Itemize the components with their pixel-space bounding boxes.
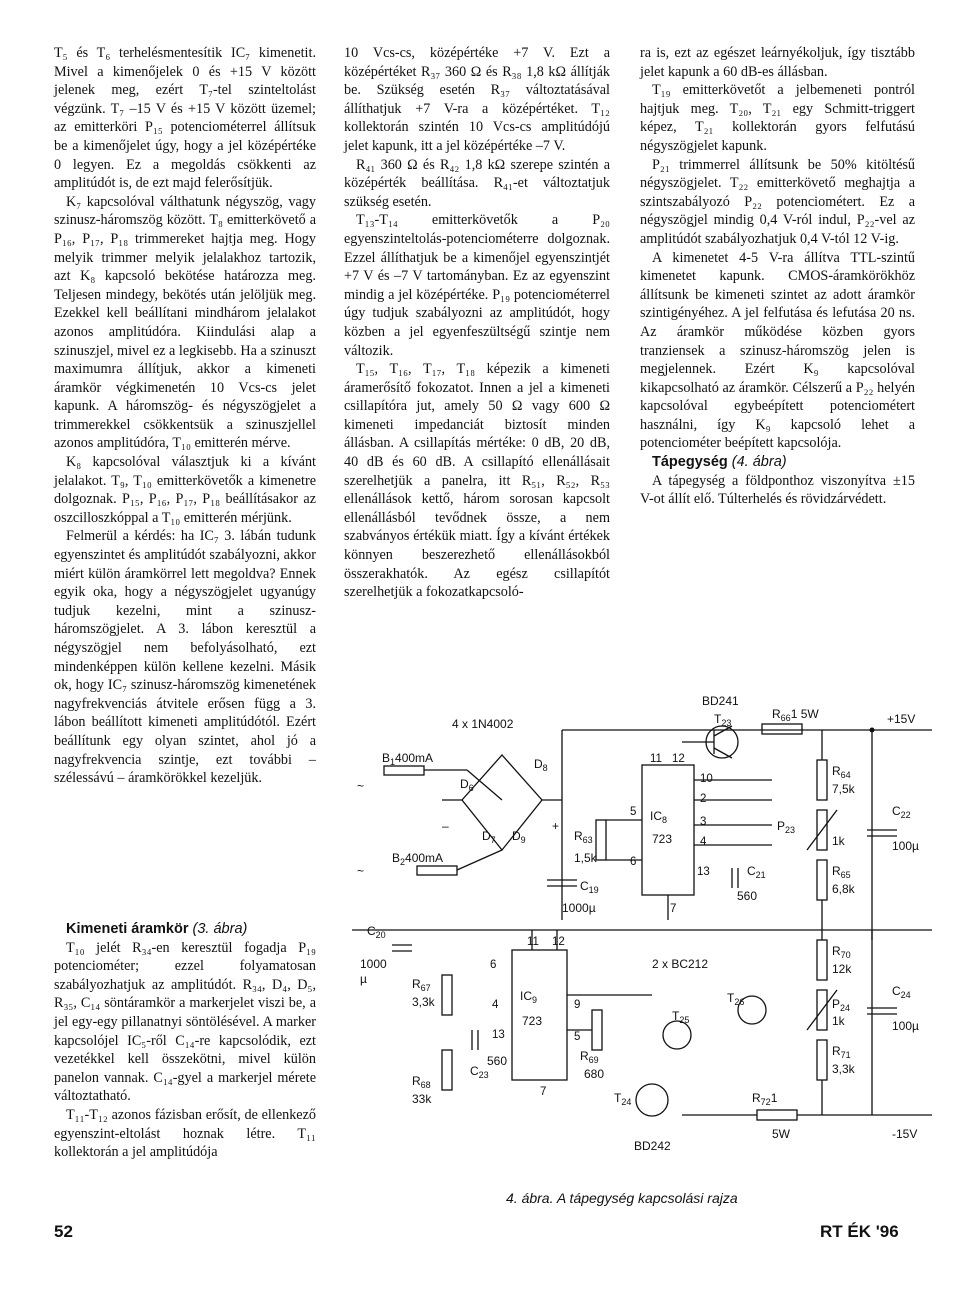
resistor-r64 xyxy=(817,760,827,800)
paragraph: T₁₉ emitterkövetőt a jelbemeneti pontról hajtjuk meg. T₂₀, T₂₁ egy Schmitt-triggert képez, T₂₁ kollektorán gyors felfutású négyszögjelet kapunk. xyxy=(640,82,915,154)
heading-figure-ref: (3. ábra) xyxy=(192,921,248,937)
text-column-3 xyxy=(640,44,915,509)
label-r68-value: 33k xyxy=(412,1092,432,1106)
label-d8: $D_8$ xyxy=(534,757,548,773)
text-column-1 xyxy=(54,44,316,788)
label-t25: $T_{25}$ xyxy=(672,1009,690,1025)
ic8-723 xyxy=(642,765,694,895)
resistor-r67 xyxy=(442,975,452,1015)
paragraph: R₄₁ 360 Ω és R₄₂ 1,8 kΩ szerepe szintén a középérték beállítása. R₄₁-et változtatjuk szükség esetén. xyxy=(344,156,610,210)
paragraph: T₅ és T₆ terhelésmentesítik IC₇ kimenetit. Mivel a kimenőjelek 0 és +15 V között jelenek meg, ezért T₇-tel szinteltolást végzünk. T₇ –15 V és +15 V között üzemel; az emitterköri P₁₅ potenciométerrel állítsuk be a kimenőjelet úgy, hogy a jel középértéke 0 legyen. Ez a megoldás csökkenti az amplitúdót is, de ezt majd felerősítjük. xyxy=(54,45,316,192)
label-p24-value: 1k xyxy=(832,1014,845,1028)
page-number: 52 xyxy=(54,1222,73,1241)
label-r69: $R_{69}$ xyxy=(580,1049,599,1065)
paragraph: K₈ kapcsolóval választjuk ki a kívánt jelalakot. T₉, T₁₀ emitterkövetők a kimenetre dolgoznak. P₁₅, P₁₆, P₁₇, P₁₈ beállításakor az oszcilloszkóppal a T₁₀ emitterén mérjünk. xyxy=(54,454,316,526)
pin-label: 10 xyxy=(700,773,713,785)
transistor-t24-symbol xyxy=(636,1084,668,1116)
label-c20-unit: µ xyxy=(360,972,367,986)
label-d9: $D_9$ xyxy=(512,829,526,845)
label-plus15v: +15V xyxy=(887,712,916,726)
pin-label: 13 xyxy=(697,866,710,878)
pin-label: 6 xyxy=(630,856,637,868)
label-t24: $T_{24}$ xyxy=(614,1091,632,1107)
label-ic8-type: 723 xyxy=(652,832,673,846)
resistor-r71 xyxy=(817,1040,827,1080)
heading-text: Tápegység xyxy=(652,454,728,471)
paragraph: T₁₅, T₁₆, T₁₇, T₁₈ képezik a kimeneti áramerősítő fokozatot. Innen a jel a kimeneti csillapítóra jut, amely 50 Ω vagy 600 Ω kimeneti impedanciát biztosít minden állásban. A csillapítás mértéke: 0 dB, 20 dB, 40 dB és 60 dB. A csillapító ellenállásait szerelhetjük a panelra, itt R₅₁, R₅₂, R₅₃ ellenállások kettő, három sorosan kapcsolt ellenállásból tevődnek össze, a nem szabványos értékük miatt. Így a kívánt értékek könnyen beszerezhető ellenállásokból összerakhatók. Az egész csillapítót szerelhetjük a fokozatkapcsoló- xyxy=(344,361,610,601)
label-r65-value: 6,8k xyxy=(832,882,855,896)
power-supply-schematic xyxy=(352,690,932,1180)
heading-text: Kimeneti áramkör xyxy=(66,921,189,937)
label-t26: $T_{26}$ xyxy=(727,991,745,1007)
paragraph: A kimenetet 4-5 V-ra állítva TTL-szintű kimenetet kapunk. CMOS-áramkörökhöz állítsunk be kimeneti szintet az adott áramkör szintigényéhez. A jel felfutása és lefutása 20 ns. Az áramkör működése közben gyors tranziensek a szinusz-háromszög jelen is megjelennek. Ezért K₉ kapcsolóval kikapcsolható az áramkör. Célszerű a P₂₂ helyén kapcsolóval egybeépített potenciométert használni, így K₉ kapcsoló lehet a potenciométer beépített kapcsolója. xyxy=(640,249,915,452)
label-r67: $R_{67}$ xyxy=(412,977,431,993)
pin-label: 6 xyxy=(490,959,497,971)
label-r66: $R_{66}1$ 5W xyxy=(772,707,819,723)
pin-label: 4 xyxy=(700,836,707,848)
label-ic8: $IC_8$ xyxy=(650,809,668,825)
label-ic9-type: 723 xyxy=(522,1014,543,1028)
label-c23: $C_{23}$ xyxy=(470,1064,489,1080)
label-r67-value: 3,3k xyxy=(412,995,435,1009)
paragraph: P₂₁ trimmerrel állítsunk be 50% kitöltésű négyszögjelet. T₂₂ emitterkövető meghajtja a szintszabályozó P₂₂ potenciométert. Ez a négyszögjel mindig 0,4 V-ról indul, P₂₂-vel az amplitúdót szabályozhatjuk 0,4 V-tól 12 V-ig. xyxy=(640,156,915,247)
resistor-r70 xyxy=(817,940,827,980)
paragraph: T₁₁-T₁₂ azonos fázisban erősít, de ellenkező egyenszint-eltolást hoznak létre. T₁₁ kollektorán a jel amplitúdója xyxy=(54,1106,316,1161)
label-c19: $C_{19}$ xyxy=(580,879,599,895)
section-heading-power-supply xyxy=(640,453,915,472)
label-r72-power: 5W xyxy=(772,1127,790,1141)
label-p23: $P_{23}$ xyxy=(777,819,796,835)
label-p24: $P_{24}$ xyxy=(832,997,851,1013)
label-r70-value: 12k xyxy=(832,962,852,976)
label-minus15v: -15V xyxy=(892,1127,918,1141)
label-ic9: $IC_9$ xyxy=(520,989,538,1005)
resistor-r69 xyxy=(592,1010,602,1050)
text-column-2 xyxy=(344,44,610,602)
text-column-1-bottom xyxy=(54,920,316,1162)
pin-label: 2 xyxy=(700,793,707,805)
pin-label: 12 xyxy=(552,936,565,948)
label-c22: $C_{22}$ xyxy=(892,804,911,820)
label-p23-value: 1k xyxy=(832,834,845,848)
label-c21: $C_{21}$ xyxy=(747,864,766,880)
label-c20-value: 1000 xyxy=(360,957,387,971)
label-t23: $T_{23}$ xyxy=(714,712,732,728)
label-c24-value: 100µ xyxy=(892,1019,919,1033)
label-r68: $R_{68}$ xyxy=(412,1074,431,1090)
pin-label: 11 xyxy=(650,753,662,765)
pin-label: 7 xyxy=(540,1086,547,1098)
paragraph: T₁₀ jelét R₃₄-en keresztül fogadja P₁₉ potenciométer; ezzel folyamatosan szabályozhatjuk az amplitúdót. R₃₄, D₄, D₅, R₃₅, C₁₄ söntáramkör a markerjelet viszi be, a jel egy-egy pillanatnyi söntölésével. A marker kapcsolójel IC₅-ről C₁₄-re kapcsolódik, ezt vezetékkel kell összekötni, mivel külön panelon vannak. C₁₄-gyel a markerjel mérete változtatható. xyxy=(54,939,316,1105)
paragraph: T₁₃-T₁₄ emitterkövetők a P₂₀ egyenszinteltolás-potenciométerre dolgoznak. Ezzel állíthatjuk be a kimenőjel egyenszintjét +7 V és –7 V tartományban. Ez az egyenszint mindig a jel középértéke. P₁₉ potenciométerrel úgy tudjuk szabályozni az amplitúdót, hogy közben a jel egyenfeszültségű szintje nem változik. xyxy=(344,212,610,359)
label-c22-value: 100µ xyxy=(892,839,919,853)
paragraph: ra is, ezt az egészet leárnyékoljuk, így tisztább jelet kapunk a 60 dB-es állásban. xyxy=(640,45,915,80)
label-r70: $R_{70}$ xyxy=(832,944,851,960)
pin-label: 7 xyxy=(670,903,677,915)
label-bd241: BD241 xyxy=(702,694,739,708)
label-d7: $D_7$ xyxy=(482,829,496,845)
label-bc212: 2 x BC212 xyxy=(652,957,709,971)
resistor-r68 xyxy=(442,1050,452,1090)
pin-label: 11 xyxy=(527,936,539,948)
label-b2: $B_2400mA$ xyxy=(392,851,444,867)
journal-footer: RT ÉK '96 xyxy=(820,1222,899,1241)
label-r71-value: 3,3k xyxy=(832,1062,855,1076)
label-r65: $R_{65}$ xyxy=(832,864,851,880)
resistor-r66 xyxy=(762,724,802,734)
pin-label: 4 xyxy=(492,999,499,1011)
label-r64: $R_{64}$ xyxy=(832,764,851,780)
fuse-b2 xyxy=(417,866,457,875)
pin-label: 5 xyxy=(630,806,637,818)
label-diodes: 4 x 1N4002 xyxy=(452,717,514,731)
label-minus: – xyxy=(442,819,449,833)
heading-figure-ref: (4. ábra) xyxy=(731,454,787,471)
paragraph: A tápegység a földponthoz viszonyítva ±15 V-ot állít elő. Túlterhelés és rövidzárvédett. xyxy=(640,472,915,508)
transistor-t25-symbol xyxy=(663,1021,691,1049)
pin-label: 12 xyxy=(672,753,685,765)
fuse-b1 xyxy=(384,766,424,775)
label-r71: $R_{71}$ xyxy=(832,1044,851,1060)
resistor-r63 xyxy=(596,820,606,860)
pin-label: 5 xyxy=(574,1031,581,1043)
ac-input-symbol: ~ xyxy=(357,779,365,793)
ac-input-symbol: ~ xyxy=(357,864,365,878)
label-r63-value: 1,5k xyxy=(574,851,597,865)
pin-label: 3 xyxy=(700,816,707,828)
label-c24: $C_{24}$ xyxy=(892,984,911,1000)
label-b1: $B_1400mA$ xyxy=(382,751,434,767)
paragraph: 10 Vcs-cs, középértéke +7 V. Ezt a középértéket R₃₇ 360 Ω és R₃₈ 1,8 kΩ állítják be. Szükség esetén R₃₇ változtatásával állíthatjuk +7 V-ra a középértéket. T₁₂ kollektorán szintén 10 Vcs-cs amplitúdójú jelet kapunk, itt a jel középértéke –7 V. xyxy=(344,45,610,154)
label-plus: + xyxy=(552,819,560,833)
pin-label: 13 xyxy=(492,1029,505,1041)
bridge-rectifier xyxy=(462,755,542,850)
label-d6: $D_6$ xyxy=(460,777,474,793)
label-r72: $R_{72}1$ xyxy=(752,1091,778,1107)
resistor-r72 xyxy=(757,1110,797,1120)
label-c19-value: 1000µ xyxy=(562,901,596,915)
label-bd242: BD242 xyxy=(634,1139,671,1153)
label-r69-value: 680 xyxy=(584,1067,605,1081)
figure-caption: 4. ábra. A tápegység kapcsolási rajza xyxy=(506,1190,738,1206)
label-r64-value: 7,5k xyxy=(832,782,855,796)
paragraph: Felmerül a kérdés: ha IC₇ 3. lábán tudunk egyenszintet és amplitúdót szabályozni, akkor miért külön áramkörrel lett megoldva? Ennek egyik oka, hogy a négyszögjelet ugyanúgy tudjuk kezelni, mint a szinusz-háromszögjelet. A 3. lábon keresztül a négyszögjel nem befolyásolható, ezt mindenképpen külön kellene kezelni. Másik ok, hogy IC₇ szinusz-háromszög kimenetének nagyfrekvenciás átvitele erősen függ a 3. lábon beállított kimeneti amplitúdótól. Ezért beállítunk egy olyan szintet, ahol jó a nagyfrekvencia szintje, ezt további – szélessávú – áramkörökkel kezeljük. xyxy=(54,528,316,787)
pin-label: 9 xyxy=(574,999,581,1011)
section-heading-output-circuit xyxy=(54,920,316,939)
resistor-r65 xyxy=(817,860,827,900)
label-r63: $R_{63}$ xyxy=(574,829,593,845)
label-c20: $C_{20}$ xyxy=(367,924,386,940)
paragraph: K₇ kapcsolóval válthatunk négyszög, vagy szinusz-háromszög között. T₈ emitterkövető a P₁₆, P₁₇, P₁₈ trimmereket hajtja meg. Hogy melyik trimmer melyik jelalakhoz tartozik, azt K₈ kapcsoló bekötése határozza meg. Teljesen mindegy, bekötés után jelöljük meg. Ezekkel kell beállítani mindhárom jelalakot azonos amplitúdóra. Kiindulási alap a szinuszjel, mivel ez a legkisebb. Ha a szinuszt maximumra állítjuk, akkor a kimeneti áramkör végkimenetén 10 Vcs-cs jelet kapunk. A háromszög- és négyszögjelet a trimmerekkel csökkentsük a szinuszjellel azonos amplitúdóra, T₁₀ emitterén mérve. xyxy=(54,193,316,452)
label-c21-value: 560 xyxy=(737,889,758,903)
label-c23-value: 560 xyxy=(487,1054,508,1068)
